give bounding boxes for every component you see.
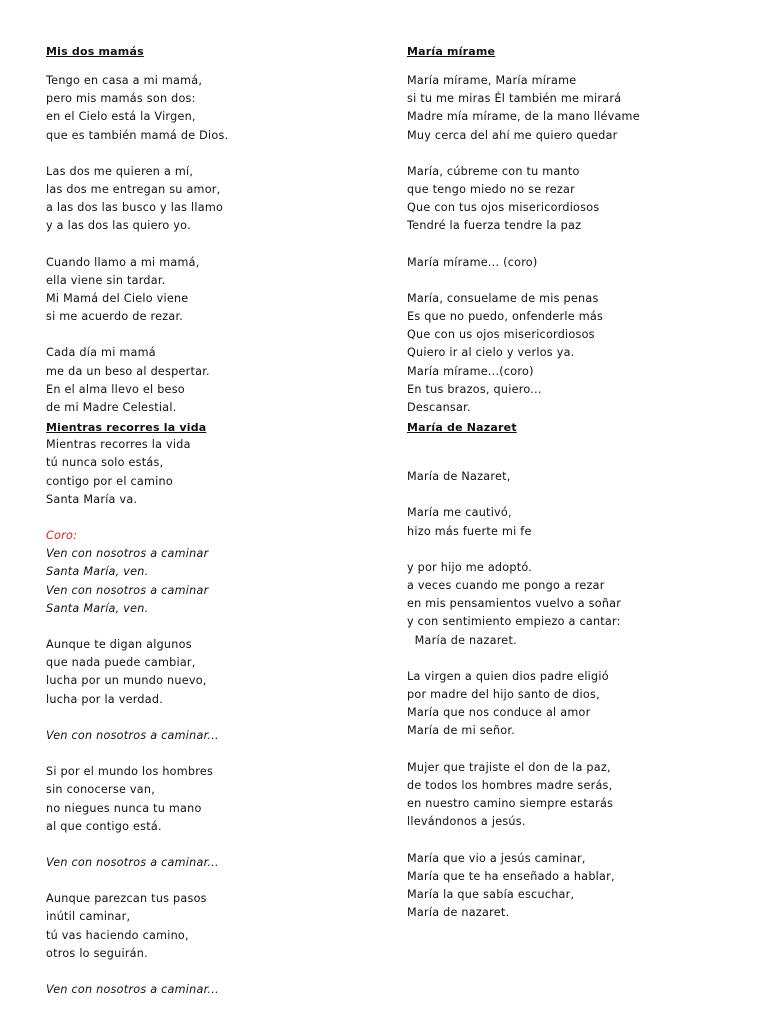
lyric-line: Descansar. bbox=[407, 401, 471, 415]
lyric-line: Cuando llamo a mi mamá, bbox=[46, 255, 200, 269]
lyric-line: en mis pensamientos vuelvo a soñar bbox=[407, 597, 622, 611]
song-title-maria-mirame: María mírame bbox=[407, 45, 496, 58]
lyric-line: María de Nazaret, bbox=[407, 470, 511, 484]
lyric-line: tú vas haciendo camino, bbox=[46, 928, 189, 942]
lyric-line: hizo más fuerte mi fe bbox=[407, 524, 532, 538]
lyric-line: Santa María, ven. bbox=[46, 565, 149, 579]
song-title-maria-de-nazaret: María de Nazaret bbox=[407, 421, 517, 435]
refrain-line: Ven con nosotros a caminar... bbox=[46, 982, 219, 996]
lyric-line: llevándonos a jesús. bbox=[407, 815, 526, 829]
coro bbox=[46, 545, 376, 618]
lyric-line: En tus brazos, quiero... bbox=[407, 382, 542, 396]
stanza bbox=[407, 850, 747, 923]
lyric-line: Tendré la fuerza tendre la paz bbox=[407, 219, 582, 233]
lyric-line: Mi Mamá del Cielo viene bbox=[46, 292, 189, 306]
refrain-line: Ven con nosotros a caminar... bbox=[46, 855, 219, 869]
lyric-line: si tu me miras Él también me mirará bbox=[407, 92, 622, 106]
lyric-line: María que nos conduce al amor bbox=[407, 706, 591, 720]
lyric-line: María de mi señor. bbox=[407, 724, 516, 738]
lyric-line: Ven con nosotros a caminar bbox=[46, 547, 209, 561]
lyric-line: pero mis mamás son dos: bbox=[46, 92, 196, 106]
stanza bbox=[46, 436, 376, 509]
stanza bbox=[407, 254, 747, 272]
stanza bbox=[407, 468, 747, 486]
lyric-line: Santa María, ven. bbox=[46, 601, 149, 615]
stanza bbox=[46, 636, 376, 709]
lyric-line: Madre mía mírame, de la mano llévame bbox=[407, 110, 640, 124]
stanza bbox=[407, 290, 747, 417]
refrain-line: Ven con nosotros a caminar... bbox=[46, 728, 219, 742]
coro-label: Coro: bbox=[46, 529, 78, 543]
stanza bbox=[46, 163, 376, 236]
lyric-line: contigo por el camino bbox=[46, 474, 173, 488]
lyric-line: que nada puede cambiar, bbox=[46, 656, 196, 670]
stanza bbox=[46, 763, 376, 836]
song-stanzas bbox=[407, 72, 747, 417]
stanza bbox=[46, 254, 376, 327]
lyric-line: que tengo miedo no se rezar bbox=[407, 183, 575, 197]
lyric-line: Aunque parezcan tus pasos bbox=[46, 892, 207, 906]
lyric-line: si me acuerdo de rezar. bbox=[46, 310, 184, 324]
lyric-line: de todos los hombres madre serás, bbox=[407, 778, 613, 792]
lyric-line: Si por el mundo los hombres bbox=[46, 765, 214, 779]
lyric-line: y a las dos las quiero yo. bbox=[46, 219, 191, 233]
left-column bbox=[46, 43, 376, 999]
lyric-line: María mírame... (coro) bbox=[407, 255, 538, 269]
song-title-mis-dos-mamas: Mis dos mamás bbox=[46, 45, 144, 58]
lyric-line: no niegues nunca tu mano bbox=[46, 801, 202, 815]
lyric-line: María de nazaret. bbox=[407, 633, 517, 647]
lyric-line: María mírame, María mírame bbox=[407, 74, 577, 87]
stanza bbox=[407, 559, 747, 650]
lyric-line: por madre del hijo santo de dios, bbox=[407, 688, 600, 702]
lyric-line: lucha por la verdad. bbox=[46, 692, 163, 706]
lyric-line: María mírame...(coro) bbox=[407, 364, 534, 378]
lyric-line: Mientras recorres la vida bbox=[46, 438, 191, 452]
lyric-line: Que con tus ojos misericordiosos bbox=[407, 201, 600, 215]
lyric-line: Santa María va. bbox=[46, 492, 138, 506]
stanza bbox=[46, 344, 376, 417]
lyric-line: En el alma llevo el beso bbox=[46, 382, 185, 396]
stanza bbox=[46, 72, 376, 145]
lyric-line: María que te ha enseñado a hablar, bbox=[407, 869, 615, 883]
lyric-line: María, cúbreme con tu manto bbox=[407, 164, 580, 178]
lyric-line: María la que sabía escuchar, bbox=[407, 887, 575, 901]
stanza bbox=[407, 504, 747, 540]
lyric-line: otros lo seguirán. bbox=[46, 946, 148, 960]
lyric-line: de mi Madre Celestial. bbox=[46, 401, 177, 415]
lyric-line: Muy cerca del ahí me quiero quedar bbox=[407, 128, 618, 142]
lyric-line: Cada día mi mamá bbox=[46, 346, 156, 360]
stanza bbox=[407, 163, 747, 236]
lyric-line: María de nazaret. bbox=[407, 906, 510, 920]
lyric-line: María que vio a jesús caminar, bbox=[407, 851, 586, 865]
lyric-line: en el Cielo está la Virgen, bbox=[46, 110, 196, 124]
lyric-line: que es también mamá de Dios. bbox=[46, 128, 229, 142]
stanza bbox=[46, 890, 376, 963]
lyric-line: inútil caminar, bbox=[46, 910, 131, 924]
lyric-line: y con sentimiento empiezo a cantar: bbox=[407, 615, 621, 629]
lyric-line: a las dos las busco y las llamo bbox=[46, 201, 224, 215]
stanza bbox=[407, 668, 747, 741]
stanza bbox=[407, 72, 747, 145]
lyric-line: Las dos me quieren a mí, bbox=[46, 164, 194, 178]
right-column bbox=[407, 43, 747, 922]
lyric-line: María, consuelame de mis penas bbox=[407, 291, 599, 305]
lyric-line: en nuestro camino siempre estarás bbox=[407, 797, 614, 811]
lyric-line: sin conocerse van, bbox=[46, 783, 156, 797]
lyric-line: las dos me entregan su amor, bbox=[46, 183, 221, 197]
lyric-line: al que contigo está. bbox=[46, 819, 162, 833]
lyric-line: Mujer que trajiste el don de la paz, bbox=[407, 760, 611, 774]
song-title-mientras-recorres-la-vida: Mientras recorres la vida bbox=[46, 421, 207, 435]
lyric-line: La virgen a quien dios padre eligió bbox=[407, 669, 609, 683]
lyric-line: Aunque te digan algunos bbox=[46, 638, 192, 652]
song-stanzas bbox=[46, 72, 376, 417]
lyric-line: María me cautivó, bbox=[407, 506, 512, 520]
stanza bbox=[407, 759, 747, 832]
lyric-line: Es que no puedo, onfenderle más bbox=[407, 310, 604, 324]
lyric-line: ella viene sin tardar. bbox=[46, 273, 166, 287]
lyric-line: tú nunca solo estás, bbox=[46, 456, 164, 470]
lyric-line: a veces cuando me pongo a rezar bbox=[407, 579, 605, 593]
song-stanzas bbox=[407, 468, 747, 922]
lyric-line: y por hijo me adoptó. bbox=[407, 560, 533, 574]
lyric-line: me da un beso al despertar. bbox=[46, 364, 210, 378]
lyric-line: lucha por un mundo nuevo, bbox=[46, 674, 207, 688]
lyric-line: Que con us ojos misericordiosos bbox=[407, 328, 595, 342]
lyric-line: Quiero ir al cielo y verlos ya. bbox=[407, 346, 575, 360]
lyric-line: Tengo en casa a mi mamá, bbox=[46, 74, 203, 87]
lyric-line: Ven con nosotros a caminar bbox=[46, 583, 209, 597]
